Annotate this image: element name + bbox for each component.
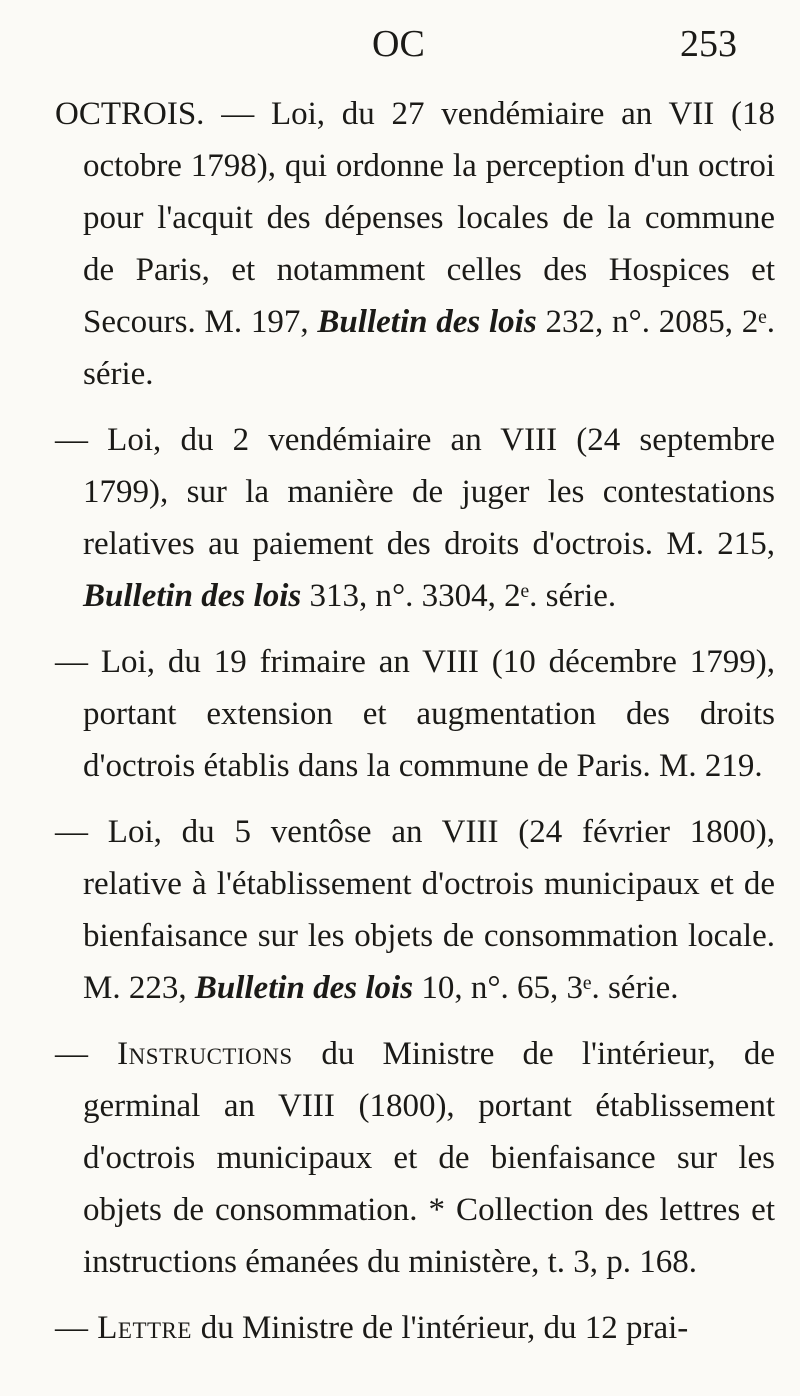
entry-lead: OCTROIS. — Loi, [55,96,342,132]
entry-text-tail: 10, n°. 65, 3ᵉ. série. [413,970,679,1006]
entry-source-title: Bulletin des lois [194,970,414,1006]
entry-loi-19-frimaire [55,636,775,792]
entry-text: du 2 vendémiaire an VIII (24 septembre 1799), sur la manière de juger les contestations relatives au paiement des droits d'octrois. M. 215, [83,422,776,562]
entry-text: du Ministre de l'intérieur, de germinal an VIII (1800), portant établissement d'octrois municipaux et de bienfaisance sur les objets de consommation. * Collection des lettres et instructions émanées du ministère, t. 3, p. 168. [83,1036,775,1280]
entry-text: du 5 ventôse an VIII (24 février 1800), relative à l'établissement d'octrois municipaux et de bienfaisance sur les objets de consommation locale. M. 223, [83,814,775,1006]
entry-loi-2-vendemiaire [55,414,775,622]
entry-lead: — Instructions [55,1036,322,1072]
entry-text-tail: 313, n°. 3304, 2ᵉ. série. [301,578,617,614]
entry-text-tail: 232, n°. 2085, 2ᵉ. série. [83,304,775,392]
entry-loi-5-ventose [55,806,775,1014]
entry-octrois-loi-an-vii [55,88,775,400]
entry-lettre-ministre [55,1302,775,1354]
entry-text: du 27 vendémiaire an VII (18 octobre 1798), qui ordonne la perception d'un octroi pour l'acquit des dépenses locales de la commune de Paris, et notamment celles des Hospices et Secours. M. 197, [83,96,775,340]
page-header [0,10,800,70]
entry-text: du 19 frimaire an VIII (10 décembre 1799), portant extension et augmentation des droits d'octrois établis dans la commune de Paris. M. 219. [83,644,776,784]
entry-lead: — Lettre [55,1310,201,1346]
running-head: OC [372,23,425,65]
entry-text: du Ministre de l'intérieur, du 12 prai- [200,1310,689,1346]
entry-source-title: Bulletin des lois [83,578,302,614]
page-number: 253 [680,23,737,65]
entry-lead: — Loi, [55,422,181,458]
entry-instructions-germinal [55,1028,775,1288]
entry-lead: — Loi, [55,644,168,680]
entry-list [55,88,775,1368]
entry-lead: — Loi, [55,814,182,850]
entry-source-title: Bulletin des lois [317,304,537,340]
